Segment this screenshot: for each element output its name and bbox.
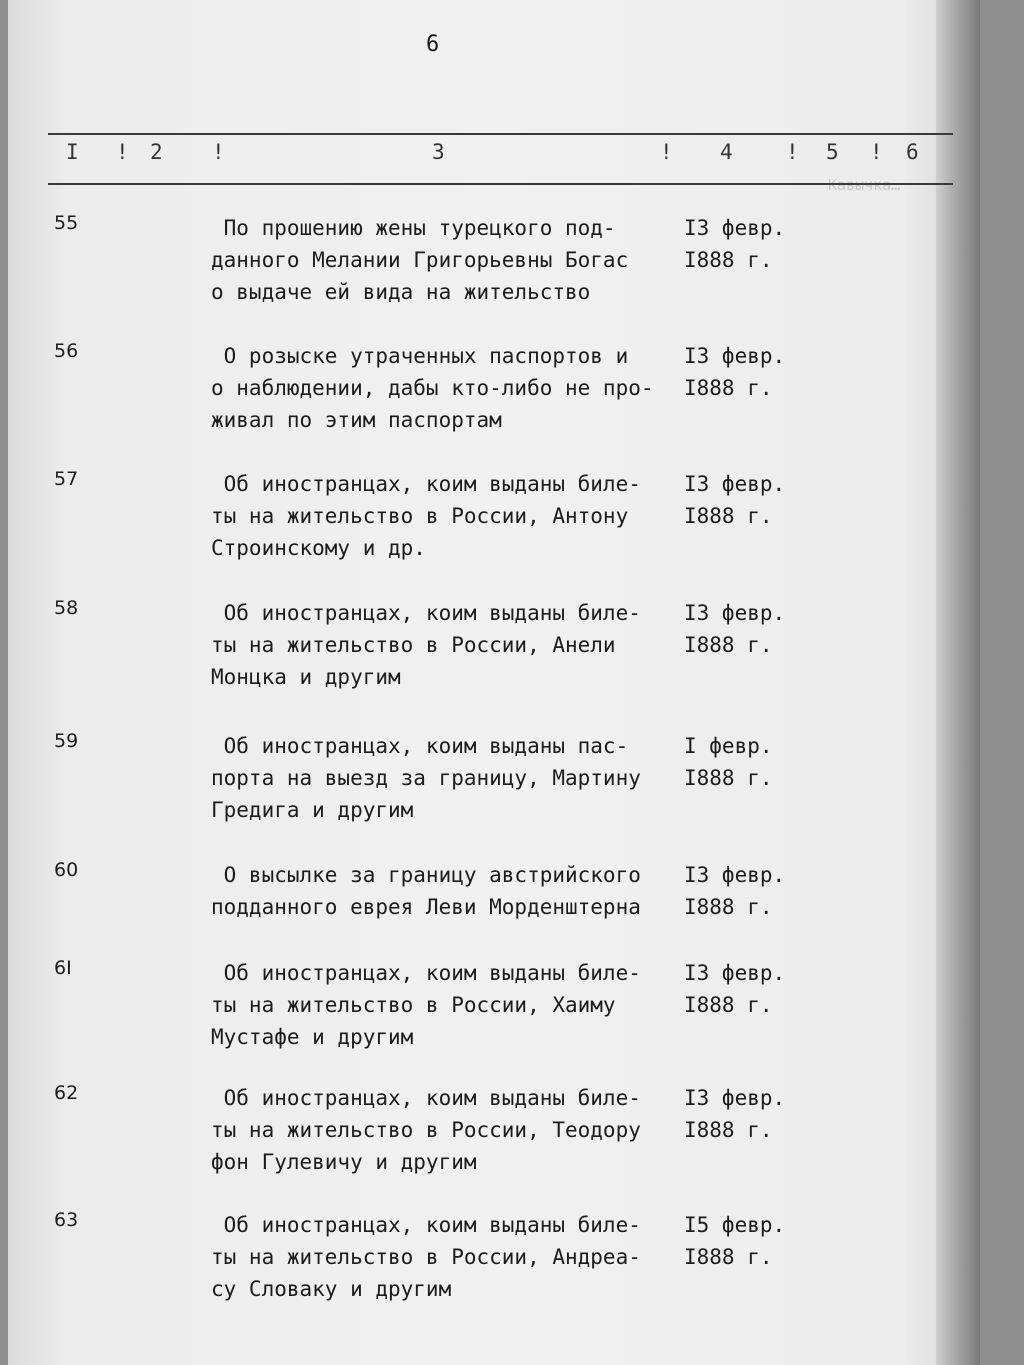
table-row — [8, 468, 980, 578]
header-separator: ! — [212, 140, 227, 164]
header-separator: ! — [116, 140, 131, 164]
table-row — [8, 730, 980, 840]
row-date: I февр. I888 г. — [684, 734, 773, 790]
row-date: I3 февр. I888 г. — [684, 601, 786, 657]
table-row — [8, 1082, 980, 1192]
document-page: Кавычка… 6 I ! 2 ! 3 ! 4 ! 5 ! 6 55 По прошению жены турецкого под- данного Мелании Григорьевны Богас о выдаче ей вида на жительство I3 февр. I888 г. 56 О розыске утраченных паспортов и о наблюдении, дабы кто-либо не про- живал по этим паспортам I3 февр. I888 г. 57 Об иностранцах, коим выданы биле- ты на жительство в России, Антону Строинскому и др. I3 февр. I888 г. 58 Об иностранцах, коим выданы биле- ты на жительство в России, Анели Монцка и другим I3 февр. I888 г. 59 Об иностранцах, коим выданы пас- порта на выезд за границу, Мартину Гредига и другим I февр. I888 г. 60 О высылке за границу австрийского подданного еврея Леви Морденштерна I3 февр. I888 г. 6I Об иностранцах, коим выданы биле- ты на жительство в России, Хаиму Мустафе и другим I3 февр. I888 г. 62 Об иностранцах, коим выданы биле- ты на жительство в России, Теодору фон Гулевичу и другим I3 февр. I888 г. 63 Об иностранцах, коим выданы биле- ты на жительство в России, Андреа- су Словаку и другим I5 февр. I888 г. — [8, 0, 980, 1365]
table-row — [8, 1209, 980, 1319]
header-col-4: 4 — [720, 140, 735, 164]
row-number: 57 — [54, 468, 79, 490]
row-date: I3 февр. I888 г. — [684, 863, 786, 919]
row-date: I3 февр. I888 г. — [684, 344, 786, 400]
row-date: I3 февр. I888 г. — [684, 472, 786, 528]
header-separator: ! — [870, 140, 885, 164]
row-title: Об иностранцах, коим выданы биле- ты на жительство в России, Антону Строинскому и др. — [211, 472, 641, 560]
row-title: Об иностранцах, коим выданы биле- ты на жительство в России, Теодору фон Гулевичу и другим — [211, 1086, 641, 1174]
row-number: 55 — [54, 212, 79, 234]
header-rule-top — [48, 133, 953, 135]
table-row — [8, 859, 980, 969]
row-number: 6I — [54, 957, 72, 979]
row-title: Об иностранцах, коим выданы биле- ты на жительство в России, Анели Монцка и другим — [211, 601, 641, 689]
header-col-1: I — [66, 140, 81, 164]
row-title: Об иностранцах, коим выданы биле- ты на жительство в России, Хаиму Мустафе и другим — [211, 961, 641, 1049]
row-number: 60 — [54, 859, 79, 881]
header-col-6: 6 — [906, 140, 921, 164]
table-row — [8, 957, 980, 1067]
row-date: I3 февр. I888 г. — [684, 216, 786, 272]
row-title: Об иностранцах, коим выданы пас- порта на выезд за границу, Мартину Гредига и другим — [211, 734, 641, 822]
page-number: 6 — [426, 32, 440, 57]
row-number: 63 — [54, 1209, 79, 1231]
table-row — [8, 597, 980, 707]
header-separator: ! — [660, 140, 675, 164]
row-date: I3 февр. I888 г. — [684, 961, 786, 1017]
row-title: Об иностранцах, коим выданы биле- ты на жительство в России, Андреа- су Словаку и другим — [211, 1213, 641, 1301]
row-date: I5 февр. I888 г. — [684, 1213, 786, 1269]
header-col-5: 5 — [826, 140, 841, 164]
row-number: 58 — [54, 597, 79, 619]
row-number: 56 — [54, 340, 79, 362]
row-title: По прошению жены турецкого под- данного Мелании Григорьевны Богас о выдаче ей вида на жительство — [211, 216, 629, 304]
table-row — [8, 340, 980, 450]
header-col-2: 2 — [150, 140, 165, 164]
row-number: 62 — [54, 1082, 79, 1104]
header-rule-bottom — [48, 183, 953, 185]
row-date: I3 февр. I888 г. — [684, 1086, 786, 1142]
row-number: 59 — [54, 730, 79, 752]
header-separator: ! — [786, 140, 801, 164]
row-title: О высылке за границу австрийского подданного еврея Леви Морденштерна — [211, 863, 641, 919]
row-title: О розыске утраченных паспортов и о наблюдении, дабы кто-либо не про- живал по этим паспортам — [211, 344, 654, 432]
table-row — [8, 212, 980, 322]
header-col-3: 3 — [432, 140, 447, 164]
